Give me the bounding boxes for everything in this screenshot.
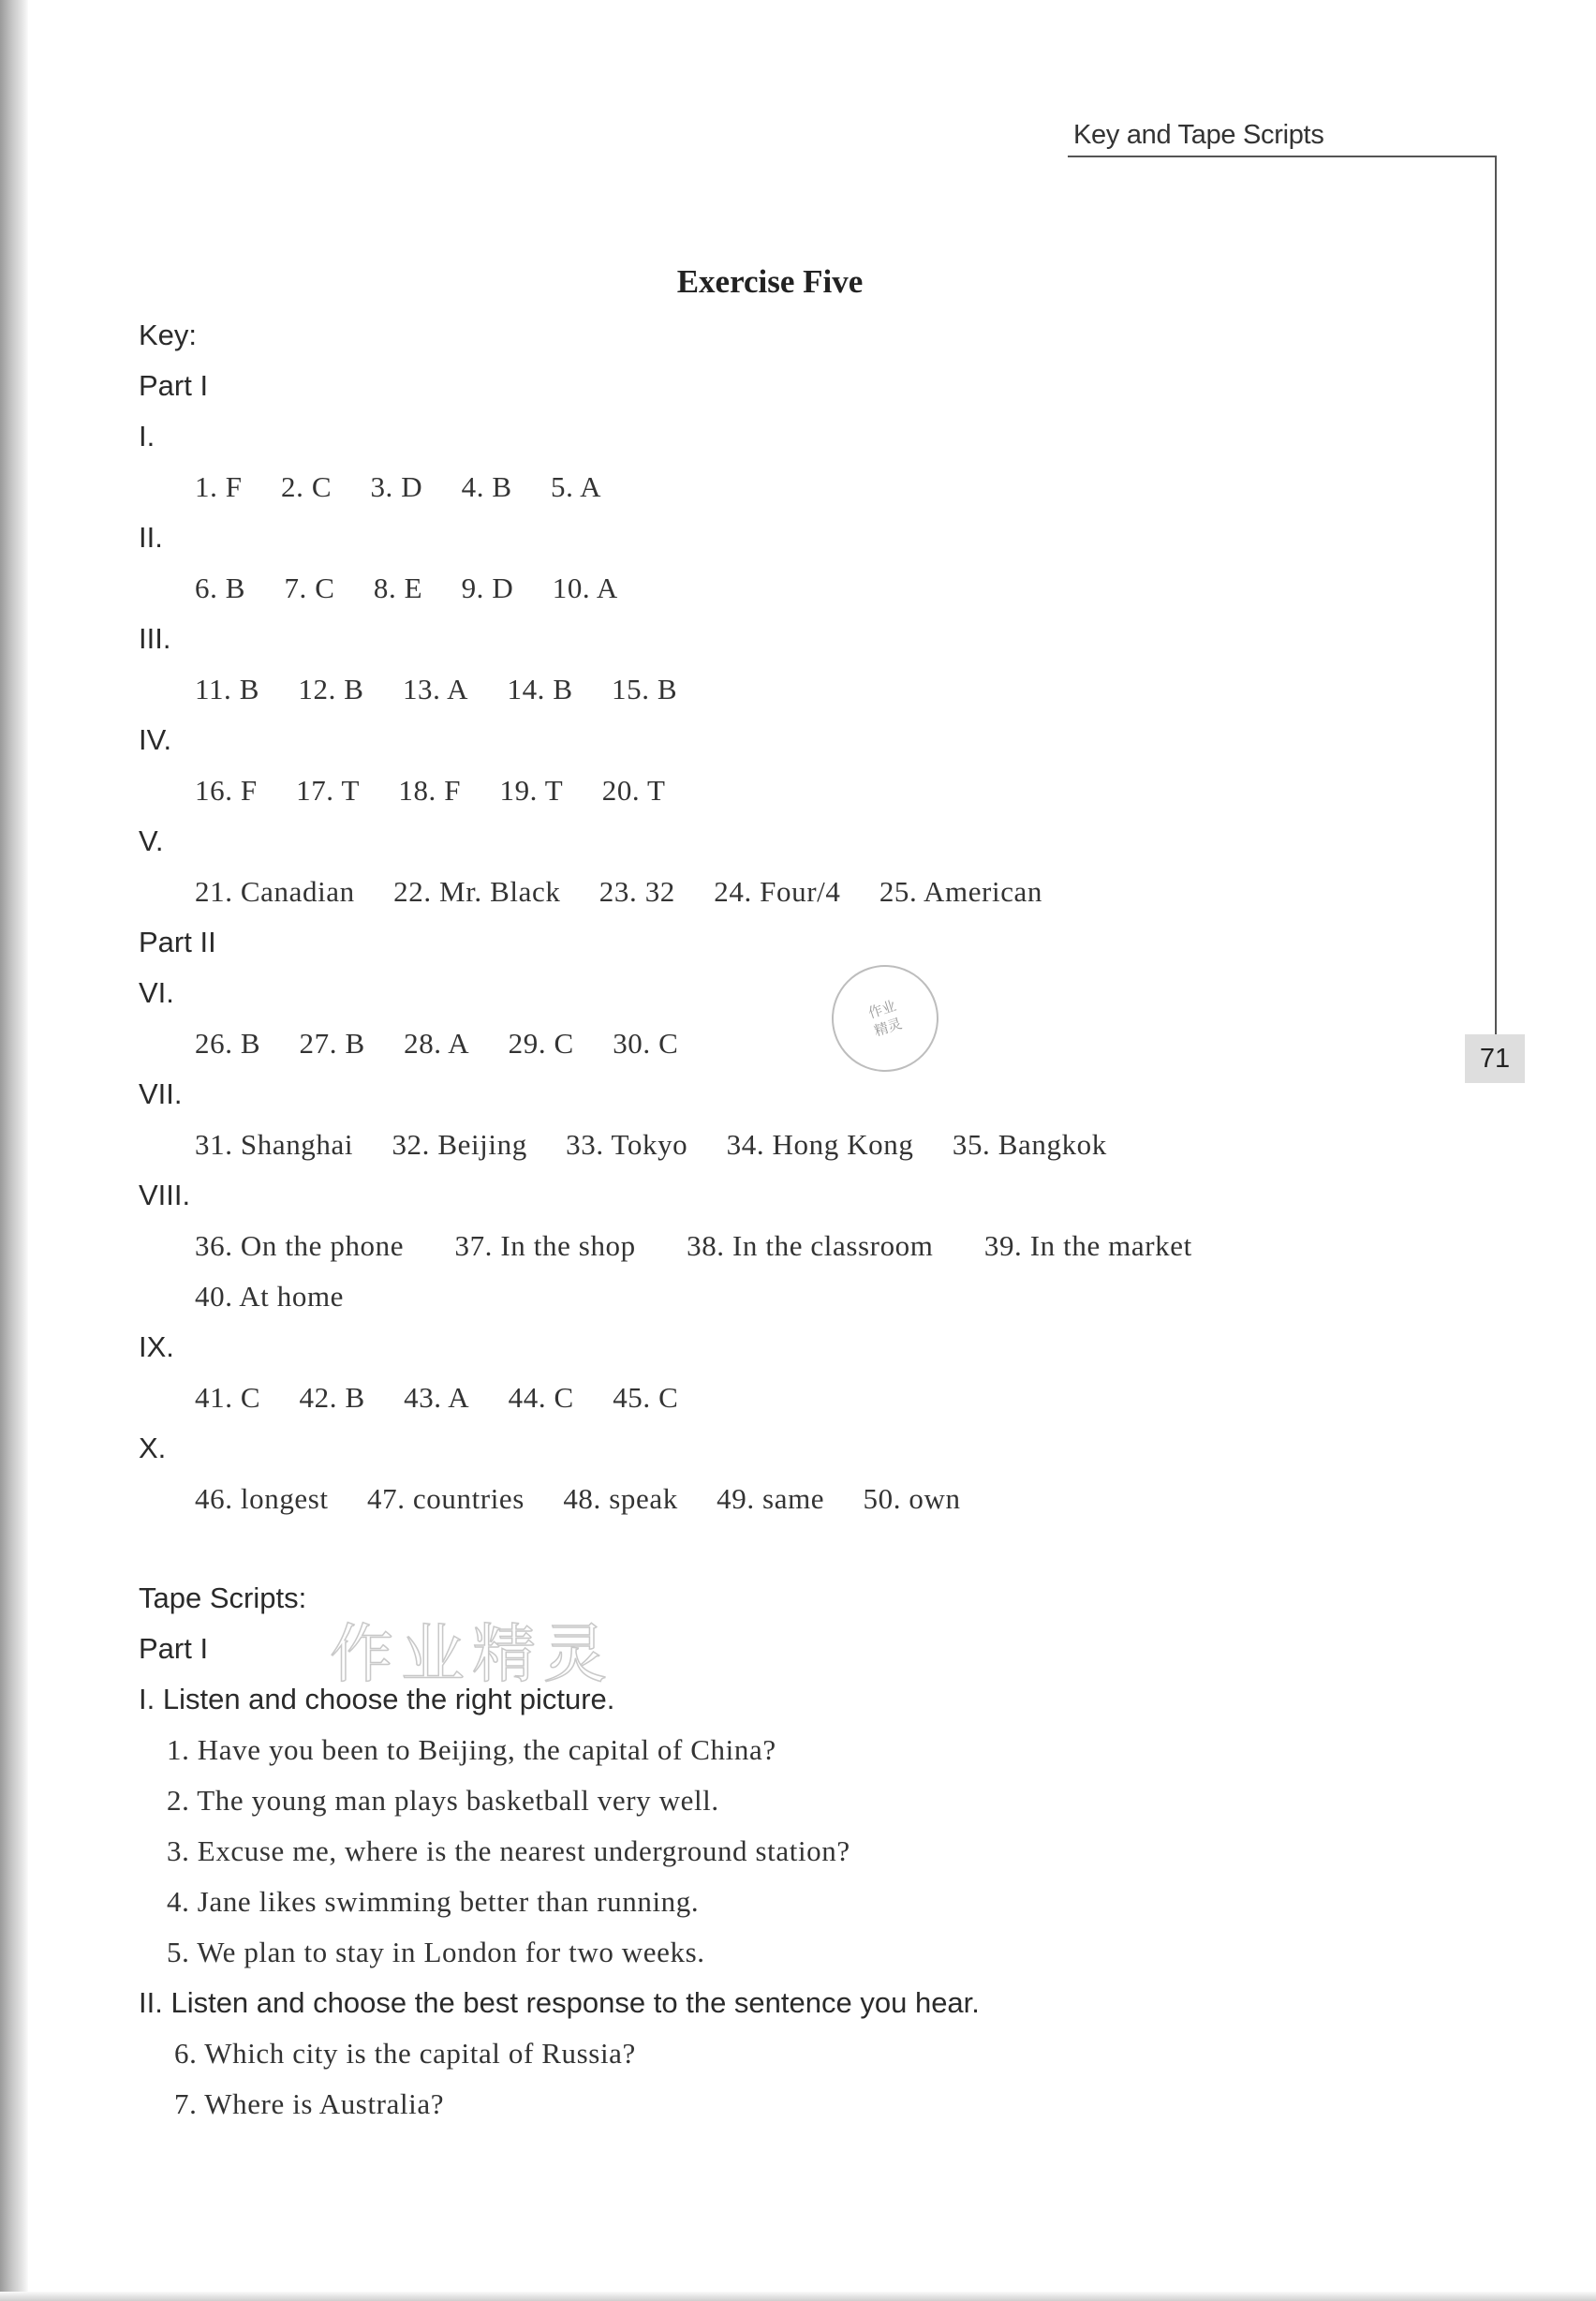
answer: 28. A [404, 1027, 470, 1060]
answer: 45. C [613, 1381, 679, 1414]
script-line: 1. Have you been to Beijing, the capital of China? [167, 1733, 776, 1766]
answer-row [195, 1379, 678, 1417]
section-numeral: VII. [139, 1077, 183, 1110]
answer: 35. Bangkok [952, 1128, 1107, 1161]
answer: 15. B [612, 673, 678, 705]
section-numeral: II. [139, 521, 163, 554]
answer: 38. In the classroom [687, 1229, 934, 1262]
answer: 36. On the phone [195, 1229, 405, 1262]
answer: 1. F [195, 470, 243, 503]
answer: 11. B [195, 673, 260, 705]
answer: 25. American [879, 875, 1043, 908]
answer: 21. Canadian [195, 875, 355, 908]
scan-edge [0, 0, 28, 2301]
script-line: 5. We plan to stay in London for two weeks. [167, 1936, 705, 1968]
section-numeral: VI. [139, 976, 174, 1009]
section-numeral: V. [139, 824, 164, 857]
answer: 6. B [195, 572, 246, 604]
answer-row [195, 1480, 961, 1518]
answer: 7. C [284, 572, 335, 604]
answer: 34. Hong Kong [726, 1128, 914, 1161]
script-line: 2. The young man plays basketball very well. [167, 1784, 719, 1817]
answer: 9. D [461, 572, 514, 604]
script-line: 3. Excuse me, where is the nearest underground station? [167, 1834, 850, 1867]
answer-row [195, 1025, 678, 1062]
answer: 18. F [398, 774, 462, 807]
script-line: 4. Jane likes swimming better than running. [167, 1885, 700, 1918]
stamp-logo [818, 951, 953, 1086]
answer-row [195, 873, 1042, 911]
answer: 13. A [402, 673, 469, 705]
answer: 41. C [195, 1381, 261, 1414]
answer: 23. 32 [598, 875, 675, 908]
answer-row [195, 468, 601, 506]
answer-row [195, 772, 666, 809]
watermark: 作业精灵 [330, 1618, 615, 1692]
running-header: Key and Tape Scripts [1073, 120, 1324, 150]
stamp-text: 作业 [865, 997, 898, 1022]
answer: 39. In the market [983, 1229, 1192, 1262]
answer: 20. T [601, 774, 666, 807]
answer: 17. T [296, 774, 360, 807]
part-label: Part II [139, 926, 216, 958]
answer: 14. B [507, 673, 573, 705]
answer: 8. E [373, 572, 423, 604]
script-line: 7. Where is Australia? [174, 2087, 445, 2120]
section-numeral: III. [139, 622, 171, 655]
script-line: 6. Which city is the capital of Russia? [174, 2037, 636, 2070]
tape-scripts-label: Tape Scripts: [139, 1581, 307, 1614]
page-title: Exercise Five [676, 263, 864, 300]
answer: 47. countries [367, 1482, 525, 1515]
section-numeral: IV. [139, 723, 172, 756]
answer: 4. B [461, 470, 512, 503]
answer-row [195, 671, 677, 708]
answer: 12. B [298, 673, 364, 705]
answer-row [195, 1278, 344, 1315]
answer: 40. At home [195, 1280, 345, 1313]
part-label: Part I [139, 1632, 209, 1665]
section-heading: II. Listen and choose the best response to the sentence you hear. [139, 1986, 980, 2019]
section-heading: I. Listen and choose the right picture. [139, 1683, 615, 1715]
answer: 27. B [299, 1027, 365, 1060]
answer: 29. C [508, 1027, 574, 1060]
answer: 46. longest [195, 1482, 329, 1515]
answer: 5. A [551, 470, 602, 503]
section-numeral: X. [139, 1432, 167, 1464]
section-numeral: I. [139, 420, 155, 453]
answer-row [195, 1126, 1107, 1164]
answer: 31. Shanghai [195, 1128, 354, 1161]
answer: 48. speak [563, 1482, 678, 1515]
answer: 30. C [613, 1027, 679, 1060]
answer: 10. A [552, 572, 618, 604]
answer: 49. same [717, 1482, 825, 1515]
answer: 24. Four/4 [714, 875, 841, 908]
answer: 16. F [195, 774, 258, 807]
answer-row [195, 1227, 1192, 1265]
answer: 26. B [195, 1027, 261, 1060]
answer: 3. D [370, 470, 423, 503]
answer: 43. A [404, 1381, 470, 1414]
answer: 2. C [281, 470, 332, 503]
part-label: Part I [139, 369, 209, 402]
answer: 37. In the shop [454, 1229, 636, 1262]
key-label: Key: [139, 319, 198, 351]
scan-edge-bottom [0, 2292, 1596, 2301]
answer: 50. own [863, 1482, 961, 1515]
answer-row [195, 570, 618, 607]
section-numeral: IX. [139, 1330, 174, 1363]
section-numeral: VIII. [139, 1179, 191, 1211]
stamp-text: 精灵 [872, 1015, 905, 1040]
answer: 19. T [499, 774, 564, 807]
page-number: 71 [1465, 1034, 1525, 1083]
header-rule [1068, 156, 1497, 157]
answer: 42. B [299, 1381, 365, 1414]
answer: 33. Tokyo [566, 1128, 688, 1161]
answer: 44. C [508, 1381, 574, 1414]
answer: 22. Mr. Black [393, 875, 561, 908]
answer: 32. Beijing [392, 1128, 527, 1161]
